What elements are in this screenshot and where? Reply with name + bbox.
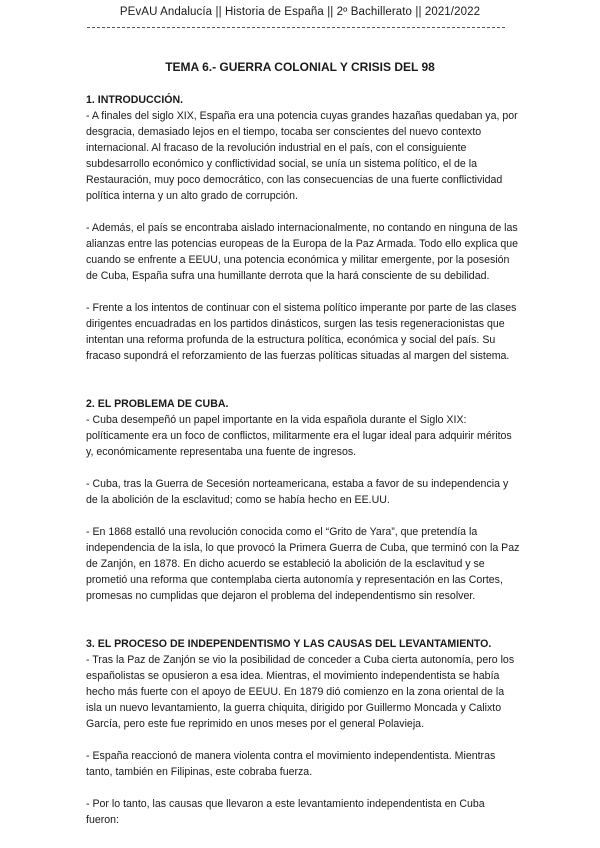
section-heading-problema-cuba: 2. EL PROBLEMA DE CUBA. bbox=[86, 398, 229, 410]
paragraph: - Además, el país se encontraba aislado internacionalmente, no contando en ninguna de las alianzas entre las potencias europeas de la Europa de la Paz Armada. Todo ello explica que cuando se enfrente a EEUU, una potencia económica y militar emergente, por la posesión de Cuba, España sufra una humillante derrota que la hará consciente de su debilidad. bbox=[86, 222, 519, 282]
paragraph-gap bbox=[86, 460, 520, 476]
section-heading-independentismo: 3. EL PROCESO DE INDEPENDENTISMO Y LAS CAUSAS DEL LEVANTAMIENTO. bbox=[86, 638, 492, 650]
section-heading-introduccion: 1. INTRODUCCIÓN. bbox=[86, 94, 184, 106]
paragraph: - Por lo tanto, las causas que llevaron a este levantamiento independentista en Cuba fueron: bbox=[86, 798, 485, 826]
paragraph: - En 1868 estalló una revolución conocida como el “Grito de Yara”, que pretendía la independencia de la isla, lo que provocó la Primera Guerra de Cuba, que terminó con la Paz de Zanjón, en 1878. En dicho acuerdo se estableció la abolición de la esclavitud y se prometió una reforma que contemplaba cierta autonomía y representación en las Cortes, promesas no cumplidas que dejaron el problema del independentismo sin resolver. bbox=[86, 526, 520, 602]
page-header: PEvAU Andalucía || Historia de España || 2º Bachillerato || 2021/2022 bbox=[119, 6, 481, 18]
paragraph-gap bbox=[86, 780, 520, 796]
paragraph: - Tras la Paz de Zanjón se vio la posibilidad de conceder a Cuba cierta autonomía, pero los españolistas se opusieron a esa idea. Mientras, el movimiento independentista se había hecho más fuerte con el apoyo de EEUU. En 1879 dió comienzo en la zona oriental de la isla un nuevo levantamiento, la guerra chiquita, dirigido por Guillermo Moncada y Calixto García, pero este fue reprimido en unos meses por el general Polavieja. bbox=[86, 654, 515, 730]
paragraph-gap bbox=[86, 284, 520, 300]
paragraph-gap bbox=[86, 508, 520, 524]
paragraph-gap bbox=[86, 732, 520, 748]
document-body bbox=[86, 92, 520, 828]
paragraph: - A finales del siglo XIX, España era una potencia cuyas grandes hazañas quedaban ya, por desgracia, demasiado lejos en el tiempo, tocaba ser conscientes del nuevo contexto internacional. Al fracaso de la revolución industrial en el país, con el consiguiente subdesarrollo económico y conflictividad social, se unía un sistema político, el de la Restauración, muy poco democrático, con las consecuencias de una fuerte conflictividad política interna y un alto grado de corrupción. bbox=[86, 110, 518, 202]
section-gap bbox=[86, 604, 520, 636]
paragraph: - Frente a los intentos de continuar con el sistema político imperante por parte de las clases dirigentes encuadradas en los partidos dinásticos, surgen las tesis regeneracionistas que intentan una reforma profunda de la estructura política, económica y social del país. Su fracaso supondrá el reforzamiento de las fuerzas políticas situadas al margen del sistema. bbox=[86, 302, 517, 362]
paragraph: - Cuba, tras la Guerra de Secesión norteamericana, estaba a favor de su independencia y de la abolición de la esclavitud; como se había hecho en EE.UU. bbox=[86, 478, 509, 506]
paragraph: - Cuba desempeñó un papel importante en la vida española durante el Siglo XIX: políticamente era un foco de conflictos, militarmente era el lugar ideal para adquirir méritos y, económicamente representaba una fuente de ingresos. bbox=[86, 414, 512, 458]
paragraph-gap bbox=[86, 204, 520, 220]
paragraph: - España reaccionó de manera violenta contra el movimiento independentista. Mientras tanto, también en Filipinas, este cobraba fuerza. bbox=[86, 750, 496, 778]
section-gap bbox=[86, 364, 520, 396]
document-title: TEMA 6.- GUERRA COLONIAL Y CRISIS DEL 98 bbox=[165, 60, 435, 74]
header-divider bbox=[87, 27, 505, 28]
